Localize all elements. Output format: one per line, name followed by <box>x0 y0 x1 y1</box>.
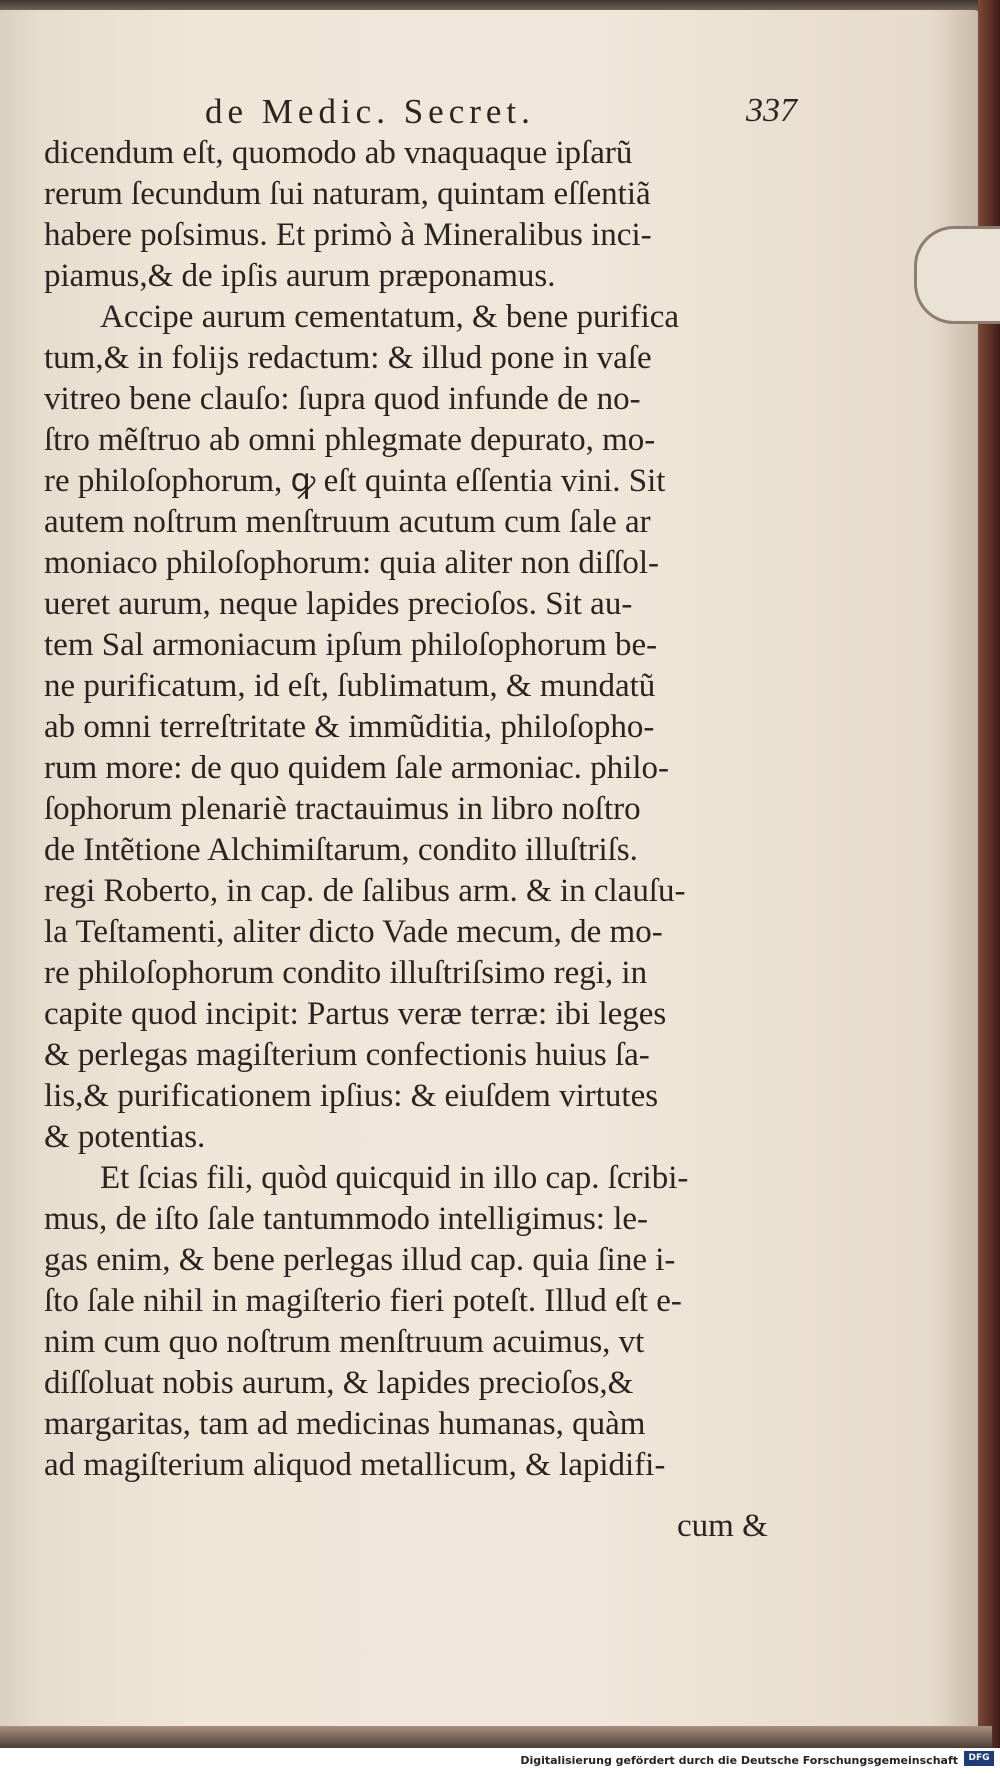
dfg-logo: DFG <box>964 1751 994 1766</box>
page-number: 337 <box>746 92 797 129</box>
paragraph-start-line: Et ſcias fili, quòd quicquid in illo cap. ſcribi- <box>100 1160 689 1196</box>
text-line: ſtro mẽſtruo ab omni phlegmate depurato, mo- <box>44 422 656 458</box>
body-text <box>44 133 824 1486</box>
text-line: re philoſophorum condito illuſtriſsimo regi, in <box>44 955 648 991</box>
catchword: cum & <box>677 1508 768 1544</box>
text-line: rum more: de quo quidem ſale armoniac. philo- <box>44 750 669 786</box>
text-line: gas enim, & bene perlegas illud cap. quia ſine i- <box>44 1242 676 1278</box>
text-line: & potentias. <box>44 1119 206 1155</box>
text-line: tem Sal armoniacum ipſum philoſophorum be- <box>44 627 658 663</box>
text-line: re philoſophorum, ꝙ eſt quinta eſſentia vini. Sit <box>44 463 666 499</box>
text-line: autem noſtrum menſtruum acutum cum ſale ar <box>44 504 651 540</box>
text-line: rerum ſecundum ſui naturam, quintam eſſentiã <box>44 176 651 212</box>
text-line: capite quod incipit: Partus veræ terræ: ibi leges <box>44 996 667 1032</box>
text-line: la Teſtamenti, aliter dicto Vade mecum, de mo- <box>44 914 663 950</box>
funding-note: Digitalisierung gefördert durch die Deutsche Forschungsgemeinschaft <box>520 1754 958 1767</box>
text-line: moniaco philoſophorum: quia aliter non diſſol- <box>44 545 659 581</box>
paragraph-start-line: Accipe aurum cementatum, & bene purifica <box>100 299 680 335</box>
page-tab-marker <box>914 226 1000 324</box>
text-line: vitreo bene clauſo: ſupra quod infunde de no- <box>44 381 641 417</box>
text-line: de Intẽtione Alchimiſtarum, condito illuſtriſs. <box>44 832 638 868</box>
text-line: ſto ſale nihil in magiſterio fieri poteſt. Illud eſt e- <box>44 1283 682 1319</box>
text-line: mus, de iſto ſale tantummodo intelligimus: le- <box>44 1201 649 1237</box>
text-line: ab omni terreſtritate & immũditia, philoſopho- <box>44 709 655 745</box>
text-line: margaritas, tam ad medicinas humanas, quàm <box>44 1406 646 1442</box>
text-line: & perlegas magiſterium confectionis huius ſa- <box>44 1037 650 1073</box>
text-line: diſſoluat nobis aurum, & lapides precioſos,& <box>44 1365 634 1401</box>
text-line: habere poſsimus. Et primò à Mineralibus inci- <box>44 217 652 253</box>
text-line: tum,& in folijs redactum: & illud pone in vaſe <box>44 340 652 376</box>
text-line: nim cum quo noſtrum menſtruum acuimus, vt <box>44 1324 645 1360</box>
text-line: piamus,& de ipſis aurum præponamus. <box>44 258 556 294</box>
text-line: ne purificatum, id eſt, ſublimatum, & mundatũ <box>44 668 656 704</box>
text-line: ueret aurum, neque lapides precioſos. Sit au- <box>44 586 633 622</box>
text-line: ad magiſterium aliquod metallicum, & lapidifi- <box>44 1447 666 1483</box>
text-line: lis,& purificationem ipſius: & eiuſdem virtutes <box>44 1078 659 1114</box>
page-bottom-edge <box>0 1726 992 1748</box>
running-head: de Medic. Secret. <box>205 92 535 131</box>
text-line: dicendum eſt, quomodo ab vnaquaque ipſarũ <box>44 135 633 171</box>
text-line: ſophorum plenariè tractauimus in libro noſtro <box>44 791 641 827</box>
text-line: regi Roberto, in cap. de ſalibus arm. & in clauſu- <box>44 873 686 909</box>
